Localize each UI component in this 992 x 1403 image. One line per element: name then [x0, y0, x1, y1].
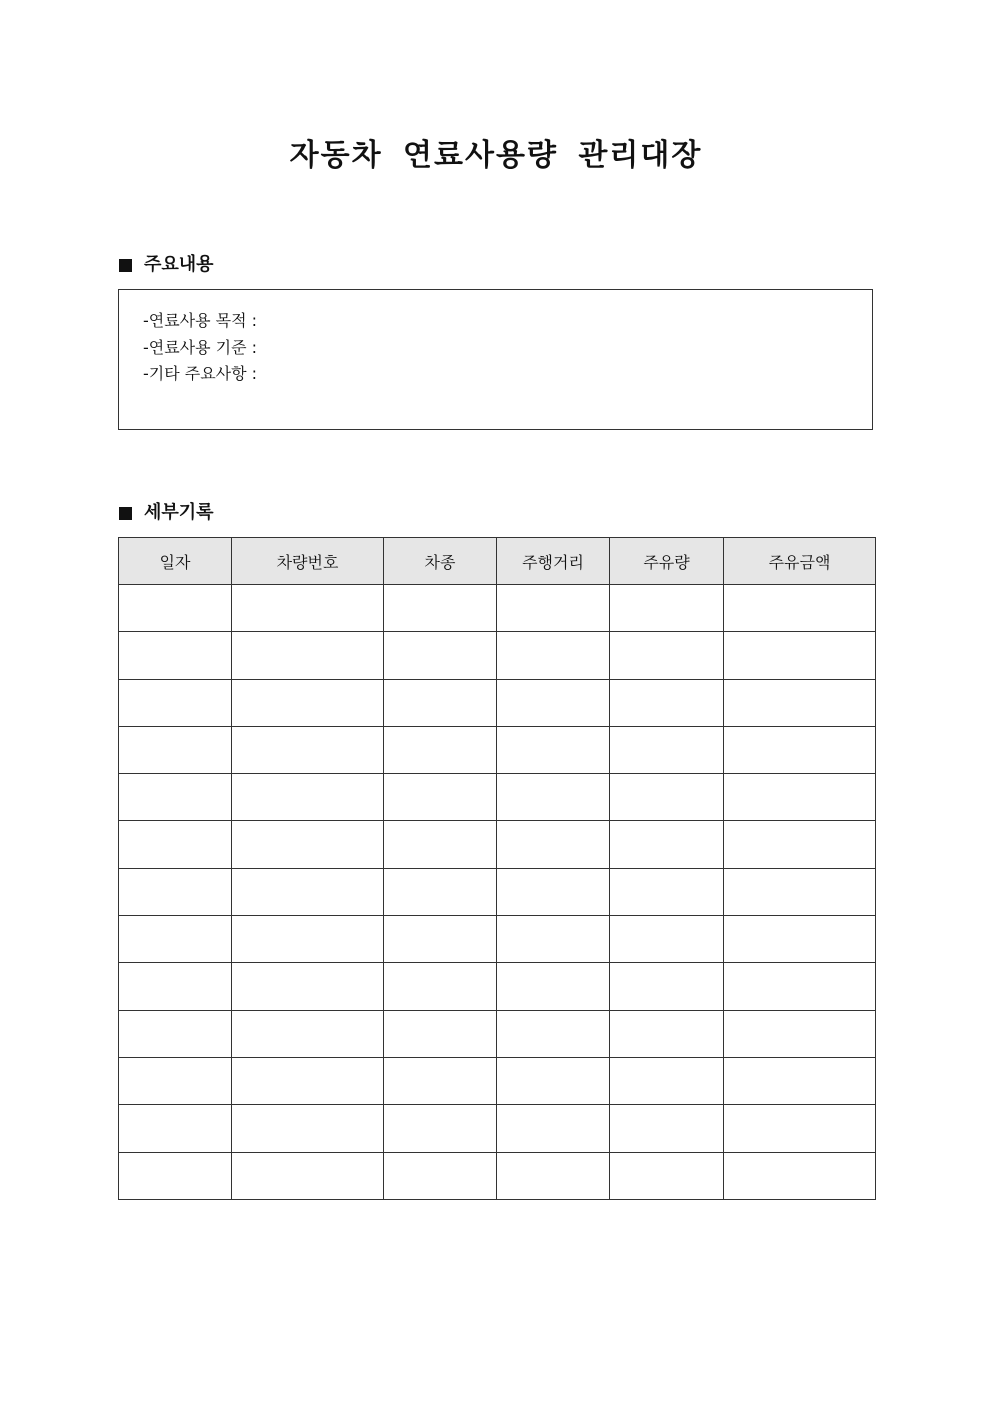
cell-fuel-amount[interactable]	[610, 679, 724, 726]
table-row	[119, 1010, 876, 1057]
cell-distance[interactable]	[497, 632, 610, 679]
cell-vehicle-type[interactable]	[384, 726, 497, 773]
cell-distance[interactable]	[497, 726, 610, 773]
cell-vehicle-number[interactable]	[232, 1105, 384, 1152]
column-header-vehicle-type: 차종	[384, 538, 497, 585]
cell-distance[interactable]	[497, 679, 610, 726]
table-header-row	[119, 538, 876, 585]
cell-fuel-amount[interactable]	[610, 1152, 724, 1199]
cell-fuel-cost[interactable]	[724, 916, 876, 963]
cell-fuel-cost[interactable]	[724, 821, 876, 868]
cell-distance[interactable]	[497, 868, 610, 915]
cell-fuel-cost[interactable]	[724, 585, 876, 632]
cell-date[interactable]	[119, 679, 232, 726]
table-row	[119, 868, 876, 915]
cell-vehicle-number[interactable]	[232, 726, 384, 773]
column-header-fuel-cost: 주유금액	[724, 538, 876, 585]
table-row	[119, 916, 876, 963]
summary-line-other: -기타 주요사항 :	[143, 364, 258, 383]
cell-vehicle-number[interactable]	[232, 868, 384, 915]
cell-vehicle-type[interactable]	[384, 774, 497, 821]
cell-fuel-amount[interactable]	[610, 916, 724, 963]
column-header-date: 일자	[119, 538, 232, 585]
cell-vehicle-number[interactable]	[232, 963, 384, 1010]
cell-vehicle-number[interactable]	[232, 679, 384, 726]
cell-fuel-amount[interactable]	[610, 963, 724, 1010]
cell-fuel-cost[interactable]	[724, 1010, 876, 1057]
cell-fuel-cost[interactable]	[724, 1057, 876, 1104]
table-row	[119, 585, 876, 632]
table-row	[119, 726, 876, 773]
cell-vehicle-type[interactable]	[384, 679, 497, 726]
cell-fuel-amount[interactable]	[610, 821, 724, 868]
cell-fuel-amount[interactable]	[610, 868, 724, 915]
cell-vehicle-number[interactable]	[232, 916, 384, 963]
cell-vehicle-type[interactable]	[384, 1105, 497, 1152]
cell-fuel-cost[interactable]	[724, 1152, 876, 1199]
cell-vehicle-type[interactable]	[384, 632, 497, 679]
summary-heading-label: 주요내용	[144, 254, 214, 275]
cell-vehicle-number[interactable]	[232, 774, 384, 821]
cell-distance[interactable]	[497, 1010, 610, 1057]
table-row	[119, 1057, 876, 1104]
column-header-distance: 주행거리	[497, 538, 610, 585]
table-row	[119, 1152, 876, 1199]
summary-line-criteria: -연료사용 기준 :	[143, 337, 258, 357]
cell-vehicle-number[interactable]	[232, 1010, 384, 1057]
summary-line-purpose: -연료사용 목적 :	[143, 311, 258, 330]
cell-vehicle-type[interactable]	[384, 1152, 497, 1199]
column-header-vehicle-number: 차량번호	[232, 538, 384, 585]
cell-fuel-cost[interactable]	[724, 726, 876, 773]
cell-distance[interactable]	[497, 1152, 610, 1199]
cell-fuel-amount[interactable]	[610, 1057, 724, 1104]
details-heading-label: 세부기록	[144, 502, 214, 523]
cell-distance[interactable]	[497, 1105, 610, 1152]
summary-box	[118, 289, 873, 430]
cell-vehicle-type[interactable]	[384, 821, 497, 868]
cell-vehicle-number[interactable]	[232, 632, 384, 679]
cell-fuel-amount[interactable]	[610, 1010, 724, 1057]
fuel-record-table	[118, 537, 876, 1200]
cell-distance[interactable]	[497, 821, 610, 868]
cell-date[interactable]	[119, 726, 232, 773]
cell-vehicle-type[interactable]	[384, 963, 497, 1010]
cell-distance[interactable]	[497, 916, 610, 963]
cell-fuel-amount[interactable]	[610, 585, 724, 632]
cell-vehicle-type[interactable]	[384, 916, 497, 963]
column-header-fuel-amount: 주유량	[610, 538, 724, 585]
cell-vehicle-type[interactable]	[384, 1010, 497, 1057]
cell-vehicle-number[interactable]	[232, 1057, 384, 1104]
cell-date[interactable]	[119, 1057, 232, 1104]
black-square-icon	[119, 259, 132, 272]
cell-date[interactable]	[119, 1010, 232, 1057]
cell-date[interactable]	[119, 916, 232, 963]
summary-section-heading	[119, 252, 214, 278]
cell-vehicle-type[interactable]	[384, 868, 497, 915]
cell-date[interactable]	[119, 868, 232, 915]
cell-fuel-cost[interactable]	[724, 1105, 876, 1152]
cell-fuel-cost[interactable]	[724, 679, 876, 726]
table-row	[119, 821, 876, 868]
table-row	[119, 774, 876, 821]
cell-date[interactable]	[119, 821, 232, 868]
cell-fuel-cost[interactable]	[724, 868, 876, 915]
cell-vehicle-type[interactable]	[384, 1057, 497, 1104]
cell-distance[interactable]	[497, 774, 610, 821]
black-square-icon	[119, 507, 132, 520]
cell-date[interactable]	[119, 963, 232, 1010]
cell-date[interactable]	[119, 585, 232, 632]
cell-vehicle-number[interactable]	[232, 585, 384, 632]
cell-date[interactable]	[119, 1105, 232, 1152]
table-body	[119, 585, 876, 1200]
details-section-heading	[119, 500, 214, 526]
cell-distance[interactable]	[497, 1057, 610, 1104]
cell-fuel-amount[interactable]	[610, 726, 724, 773]
cell-fuel-amount[interactable]	[610, 1105, 724, 1152]
table-row	[119, 632, 876, 679]
cell-vehicle-number[interactable]	[232, 1152, 384, 1199]
cell-vehicle-type[interactable]	[384, 585, 497, 632]
cell-fuel-cost[interactable]	[724, 632, 876, 679]
cell-fuel-amount[interactable]	[610, 774, 724, 821]
cell-distance[interactable]	[497, 963, 610, 1010]
cell-date[interactable]	[119, 632, 232, 679]
cell-fuel-cost[interactable]	[724, 774, 876, 821]
table-row	[119, 963, 876, 1010]
page-title: 자동차 연료사용량 관리대장	[289, 138, 703, 173]
cell-distance[interactable]	[497, 585, 610, 632]
cell-date[interactable]	[119, 774, 232, 821]
cell-fuel-amount[interactable]	[610, 632, 724, 679]
table-row	[119, 679, 876, 726]
table-row	[119, 1105, 876, 1152]
cell-date[interactable]	[119, 1152, 232, 1199]
cell-fuel-cost[interactable]	[724, 963, 876, 1010]
cell-vehicle-number[interactable]	[232, 821, 384, 868]
